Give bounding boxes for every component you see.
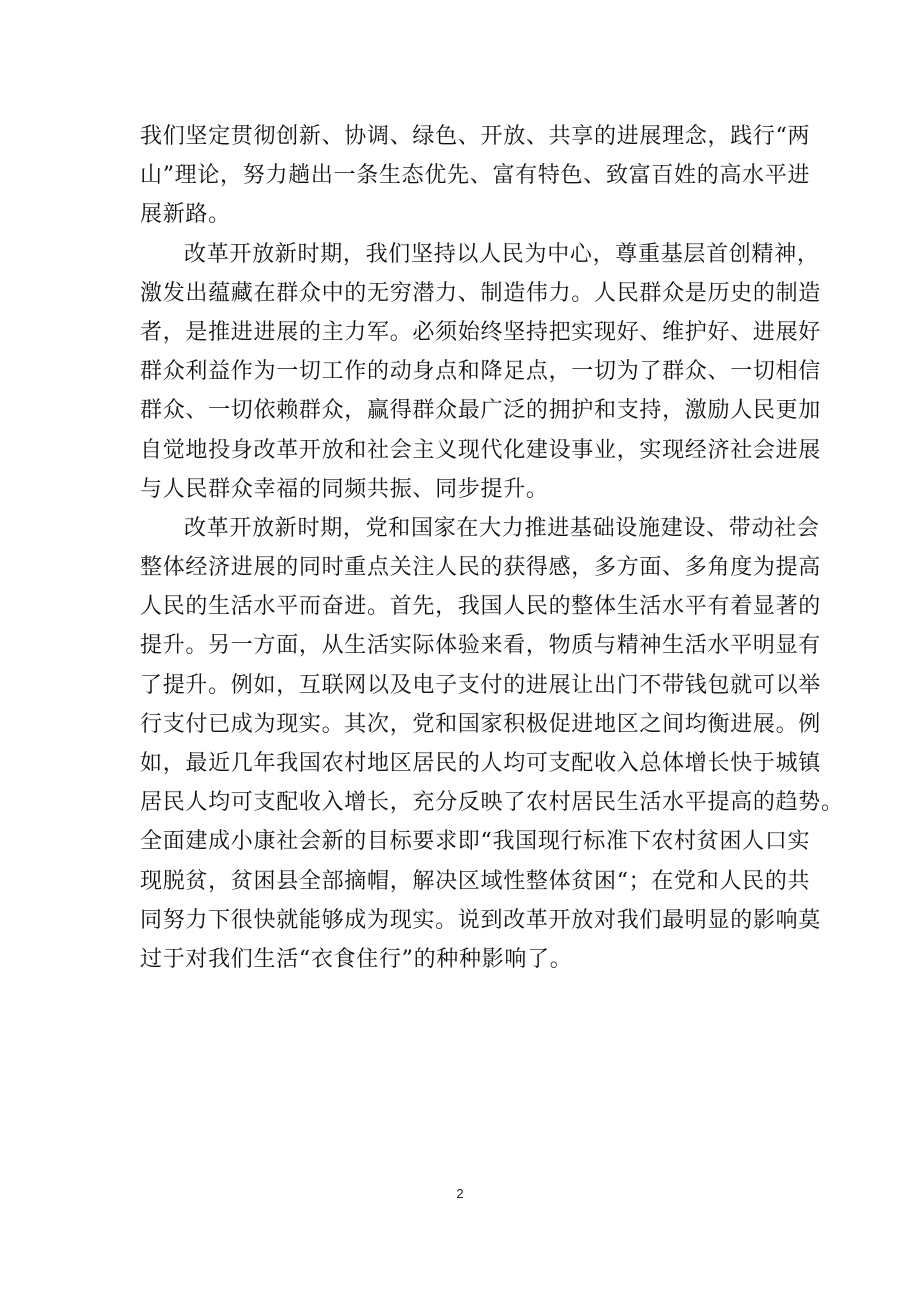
text-line: 者，是推进进展的主力军。必须始终坚持把实现好、维护好、进展好 <box>140 319 822 345</box>
text-line: 过于对我们生活“衣食住行”的种种影响了。 <box>140 946 573 972</box>
text-line: 山”理论，努力趟出一条生态优先、富有特色、致富百姓的高水平进 <box>140 163 811 189</box>
text-line: 与人民群众幸福的同频共振、同步提升。 <box>140 476 549 502</box>
text-line: 居民人均可支配收入增长，充分反映了农村居民生活水平提高的趋势。 <box>140 790 844 816</box>
text-line: 激发出蕴藏在群众中的无穷潜力、制造伟力。人民群众是历史的制造 <box>140 280 822 306</box>
text-line: 同努力下很快就能够成为现实。说到改革开放对我们最明显的影响莫 <box>140 907 822 933</box>
text-line: 如，最近几年我国农村地区居民的人均可支配收入总体增长快于城镇 <box>140 751 822 776</box>
text-line: 群众利益作为一切工作的动身点和降足点，一切为了群众、一切相信 <box>140 359 822 385</box>
text-line: 行支付已成为现实。其次，党和国家积极促进地区之间均衡进展。例 <box>140 711 822 737</box>
paragraph-first-line: 改革开放新时期，我们坚持以人民为中心，尊重基层首创精神， <box>184 241 820 267</box>
paragraph-first-line: 改革开放新时期，党和国家在大力推进基础设施建设、带动社会 <box>184 515 820 541</box>
text-line: 提升。另一方面，从生活实际体验来看，物质与精神生活水平明显有 <box>140 633 822 659</box>
text-line: 我们坚定贯彻创新、协调、绿色、开放、共享的进展理念，践行“两 <box>140 124 811 149</box>
text-line: 群众、一切依赖群众，赢得群众最广泛的拥护和支持，激励人民更加 <box>140 398 822 424</box>
text-line: 人民的生活水平而奋进。首先，我国人民的整体生活水平有着显著的 <box>140 594 822 620</box>
text-line: 全面建成小康社会新的目标要求即“我国现行标准下农村贫困人口实 <box>140 829 811 855</box>
page-number: 2 <box>456 1186 464 1201</box>
document-body <box>140 117 844 979</box>
text-line: 了提升。例如，互联网以及电子支付的进展让出门不带钱包就可以举 <box>140 672 822 698</box>
text-line: 现脱贫，贫困县全部摘帽，解决区域性整体贫困“；在党和人民的共 <box>140 868 811 894</box>
text-line: 展新路。 <box>140 202 231 228</box>
text-line: 整体经济进展的同时重点关注人民的获得感，多方面、多角度为提高 <box>140 555 822 581</box>
text-line: 自觉地投身改革开放和社会主义现代化建设事业，实现经济社会进展 <box>140 437 822 463</box>
